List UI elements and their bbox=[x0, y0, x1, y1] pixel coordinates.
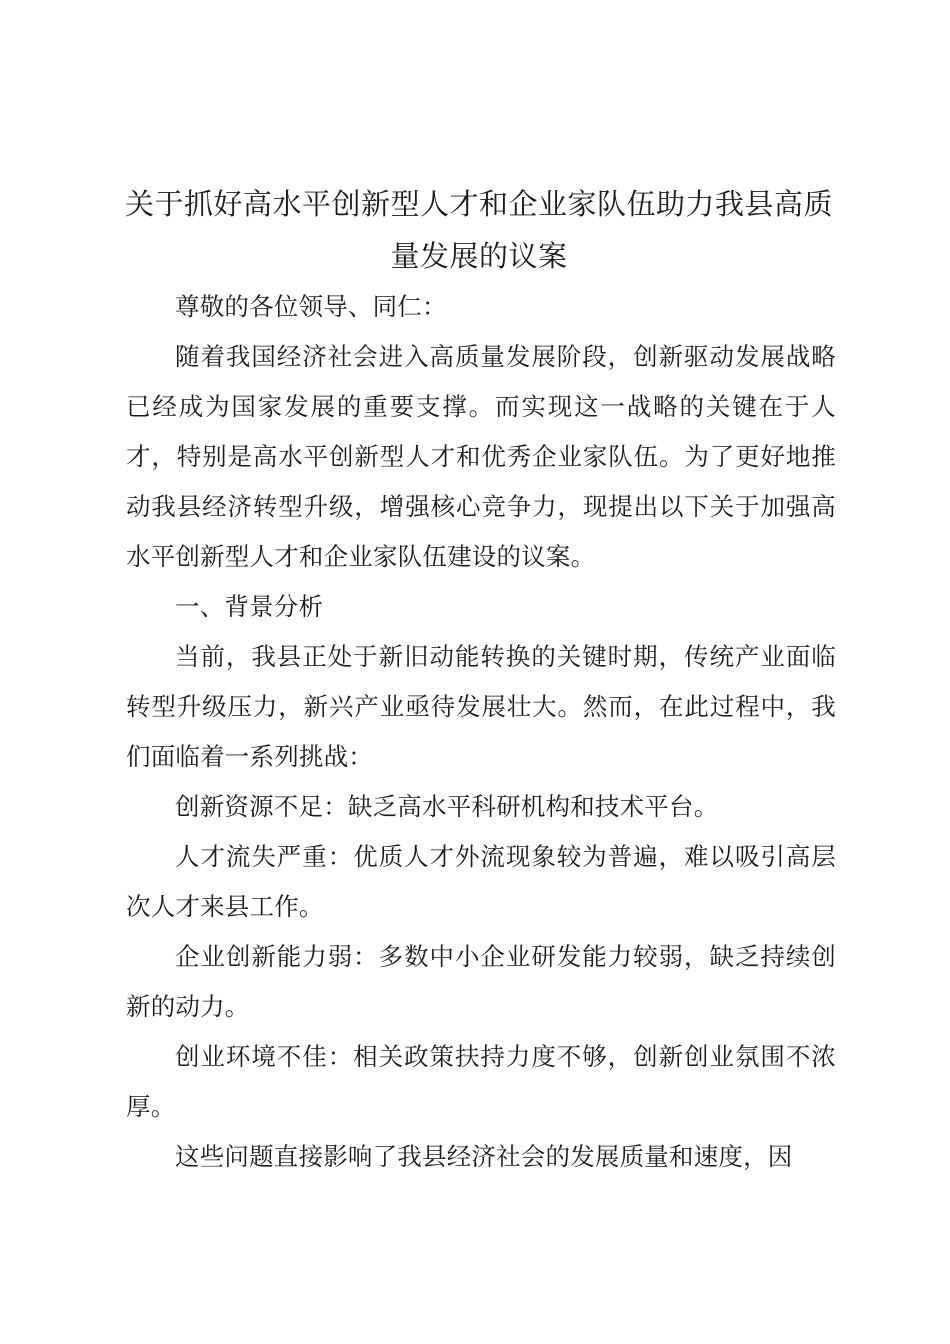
document-body bbox=[126, 282, 836, 1182]
background-paragraph: 当前，我县正处于新旧动能转换的关键时期，传统产业面临转型升级压力，新兴产业亟待发展壮大。然而，在此过程中，我们面临着一系列挑战： bbox=[126, 642, 836, 771]
salutation: 尊敬的各位领导、同仁： bbox=[175, 292, 447, 321]
intro-paragraph: 随着我国经济社会进入高质量发展阶段，创新驱动发展战略已经成为国家发展的重要支撑。而实现这一战略的关键在于人才，特别是高水平创新型人才和优秀企业家队伍。为了更好地推动我县经济转型升级，增强核心竞争力，现提出以下关于加强高水平创新型人才和企业家队伍建设的议案。 bbox=[126, 342, 836, 571]
challenge-item: 人才流失严重：优质人才外流现象较为普遍，难以吸引高层次人才来县工作。 bbox=[126, 842, 836, 921]
section-heading-background: 一、背景分析 bbox=[175, 592, 324, 621]
closing-paragraph: 这些问题直接影响了我县经济社会的发展质量和速度，因 bbox=[175, 1142, 793, 1171]
challenge-item: 创业环境不佳：相关政策扶持力度不够，创新创业氛围不浓厚。 bbox=[126, 1042, 836, 1121]
document-title: 关于抓好高水平创新型人才和企业家队伍助力我县高质量发展的议案 bbox=[124, 187, 833, 273]
challenge-item: 创新资源不足：缺乏高水平科研机构和技术平台。 bbox=[175, 792, 719, 821]
challenge-item: 企业创新能力弱：多数中小企业研发能力较弱，缺乏持续创新的动力。 bbox=[126, 942, 836, 1021]
